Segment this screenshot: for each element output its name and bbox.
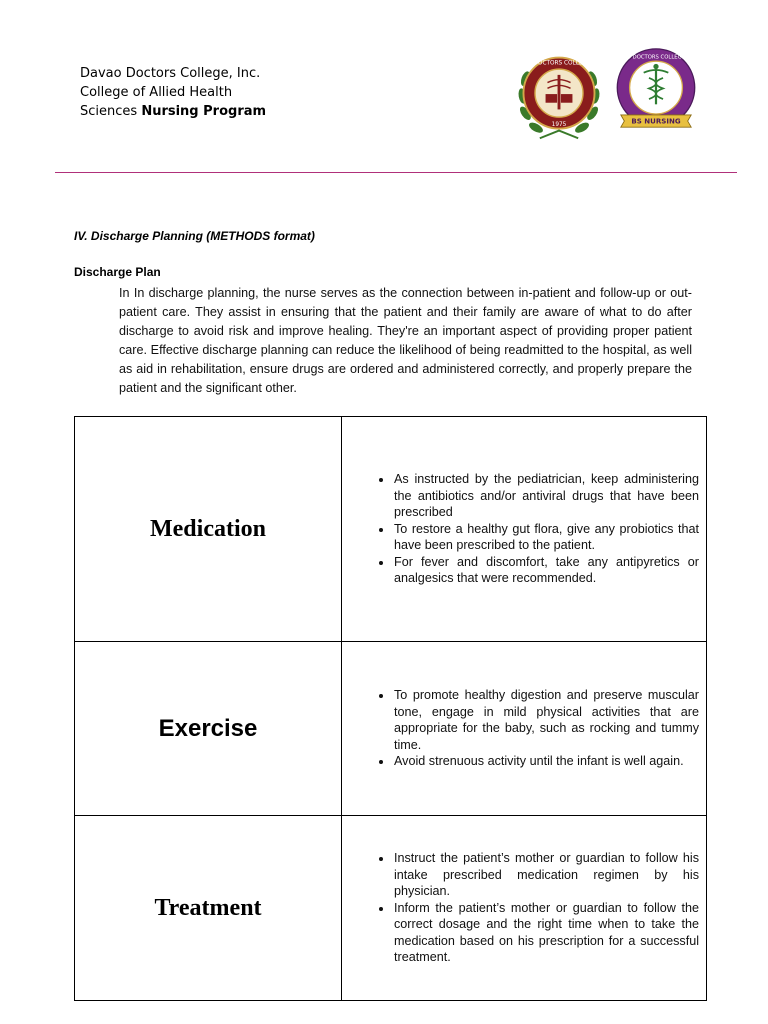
discharge-plan-body: In In discharge planning, the nurse serves as the connection between in-patient and follow-up or out-patient care. They assist in ensuring that the patient and their family are aware of what to do after discharge to avoid risk and improve healing. They're an important aspect of providing proper patient care. Effective discharge planning can reduce the likelihood of being readmitted to the hospital, as well as aid in rehabilitation, ensure drugs are ordered and administered correctly, and properly prepare the patient and the significant other. <box>119 286 692 395</box>
methods-table <box>74 416 707 1001</box>
college-seal-year: 1975 <box>551 121 567 128</box>
table-row-medication <box>75 417 707 642</box>
list-item: • Avoid strenuous activity until the infant is well again. <box>393 753 699 770</box>
discharge-plan-title: Discharge Plan <box>74 265 161 279</box>
treatment-list <box>342 850 706 966</box>
category-treatment: Treatment <box>154 894 262 921</box>
category-cell <box>75 642 342 816</box>
nursing-seal-text: DAVAO DOCTORS COLLEGE, INC. <box>612 54 700 61</box>
category-cell <box>75 816 342 1001</box>
nursing-seal-logo <box>610 48 702 136</box>
college-name: College of Allied Health <box>80 85 233 100</box>
table-row-treatment <box>75 816 707 1001</box>
list-item: • To promote healthy digestion and preserve muscular tone, engage in mild physical activities that are appropriate for the baby, such as rocking and tummy time. <box>393 687 699 753</box>
college-seal-text: DAVAO DOCTORS COLLEGE, INC. <box>511 60 607 67</box>
header-divider <box>55 172 737 173</box>
institution-name: Davao Doctors College, Inc. <box>80 66 261 81</box>
institution-header <box>80 64 266 121</box>
category-exercise: Exercise <box>158 714 258 742</box>
program-prefix: Sciences <box>80 104 142 119</box>
program-name: Nursing Program <box>141 104 267 119</box>
list-item: • Instruct the patient’s mother or guardian to follow his intake prescribed medication regimen by his physician. <box>393 850 699 900</box>
program-line <box>80 102 266 121</box>
exercise-list <box>342 687 706 770</box>
table-row-exercise <box>75 642 707 816</box>
details-cell <box>342 417 707 642</box>
list-item: • Inform the patient’s mother or guardian to follow the correct dosage and the right time when to take the medication based on his prescription for a successful treatment. <box>393 900 699 966</box>
college-seal-logo <box>510 48 608 144</box>
list-item: • As instructed by the pediatrician, keep administering the antibiotics and/or antiviral drugs that have been prescribed <box>393 471 699 521</box>
category-cell <box>75 417 342 642</box>
category-medication: Medication <box>150 515 266 542</box>
list-item: • For fever and discomfort, take any antipyretics or analgesics that were recommended. <box>393 554 699 587</box>
medication-list <box>342 471 706 587</box>
details-cell <box>342 816 707 1001</box>
details-cell <box>342 642 707 816</box>
list-item: • To restore a healthy gut flora, give any probiotics that have been prescribed to the patient. <box>393 521 699 554</box>
section-heading: IV. Discharge Planning (METHODS format) <box>74 229 315 243</box>
nursing-ribbon-text: BS NURSING <box>631 116 681 126</box>
